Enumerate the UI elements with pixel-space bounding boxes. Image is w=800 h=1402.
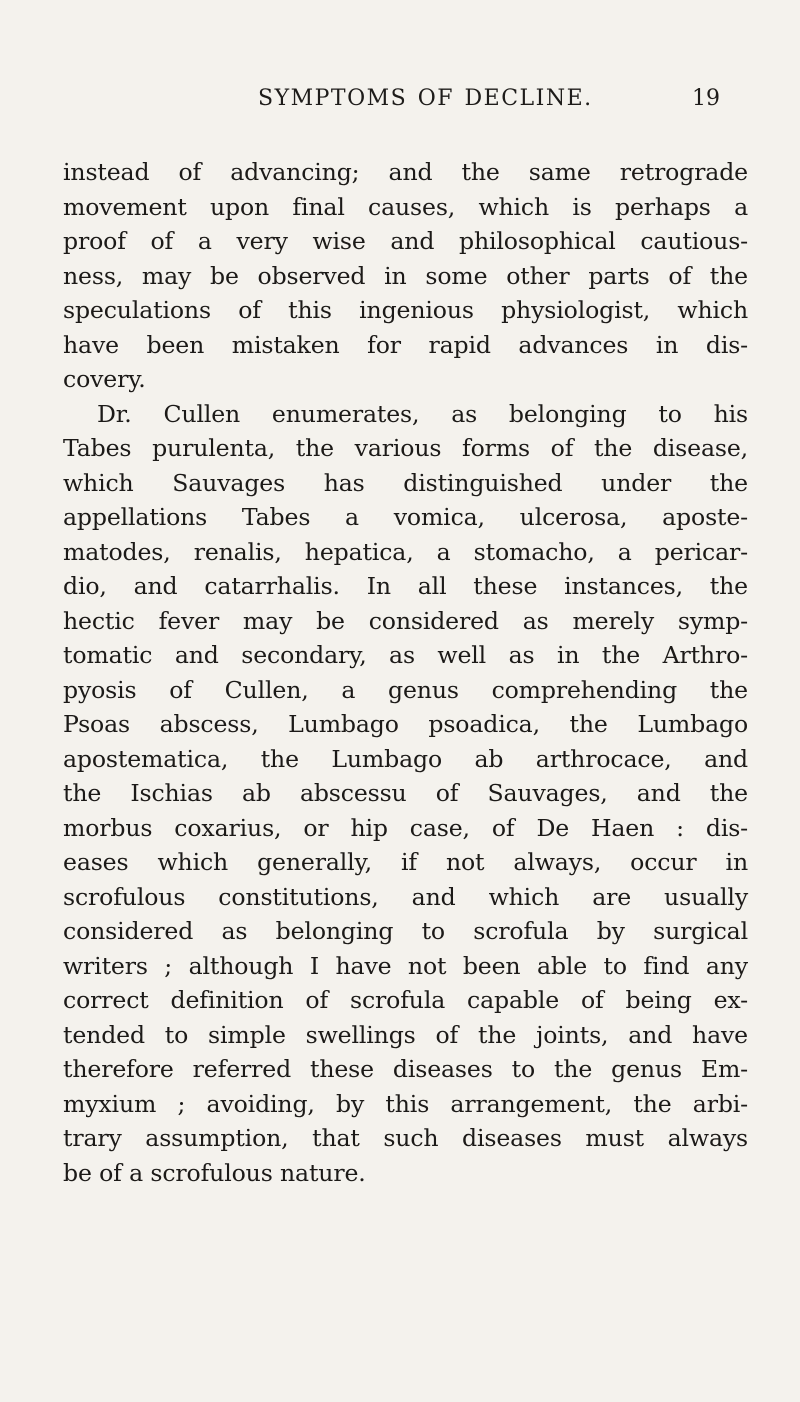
text-line: ness, may be observed in some other parts of the (63, 261, 748, 290)
text-line: which Sauvages has distinguished under the (63, 468, 748, 497)
text-line: tended to simple swellings of the joints, and have (63, 1020, 748, 1049)
text-line: considered as belonging to scrofula by surgical (63, 917, 748, 945)
text-line: correct definition of scrofula capable of being ex- (63, 986, 748, 1014)
text-line: eases which generally, if not always, occur in (63, 848, 748, 876)
text-line: movement upon final causes, which is perhaps a (63, 192, 748, 221)
text-line: hectic fever may be considered as merely symp- (63, 606, 748, 635)
running-header (0, 86, 800, 126)
text-line: matodes, renalis, hepatica, a stomacho, a pericar- (63, 537, 748, 566)
text-line: Tabes purulenta, the various forms of the disease, (63, 434, 748, 462)
text-line: tomatic and secondary, as well as in the Arthro- (63, 641, 748, 669)
text-line: Psoas abscess, Lumbago psoadica, the Lumbago (63, 710, 748, 738)
text-line: proof of a very wise and philosophical cautious- (63, 227, 748, 255)
running-head-title: SYMPTOMS OF DECLINE. (258, 86, 593, 111)
text-line: myxium ; avoiding, by this arrangement, the arbi- (63, 1089, 748, 1118)
text-line: be of a scrofulous nature. (63, 1158, 366, 1187)
text-line: morbus coxarius, or hip case, of De Haen : dis- (63, 813, 748, 842)
text-line: trary assumption, that such diseases must always (63, 1124, 748, 1152)
body-text (63, 155, 748, 1190)
page-number: 19 (692, 86, 720, 111)
text-line: therefore referred these diseases to the genus Em- (63, 1055, 748, 1083)
text-line: speculations of this ingenious physiologist, which (63, 296, 748, 324)
text-line: pyosis of Cullen, a genus comprehending the (63, 675, 748, 704)
text-line: writers ; although I have not been able to find any (63, 951, 748, 980)
text-line: scrofulous constitutions, and which are usually (63, 882, 748, 911)
text-line: dio, and catarrhalis. In all these instances, the (63, 572, 748, 600)
text-line: appellations Tabes a vomica, ulcerosa, aposte- (63, 503, 748, 531)
text-line: covery. (63, 365, 146, 393)
text-line: apostematica, the Lumbago ab arthrocace, and (63, 744, 748, 773)
text-line: the Ischias ab abscessu of Sauvages, and the (63, 779, 748, 807)
text-line: have been mistaken for rapid advances in dis- (63, 330, 748, 359)
text-line: Dr. Cullen enumerates, as belonging to his (97, 399, 748, 428)
text-line: instead of advancing; and the same retrograde (63, 158, 748, 186)
